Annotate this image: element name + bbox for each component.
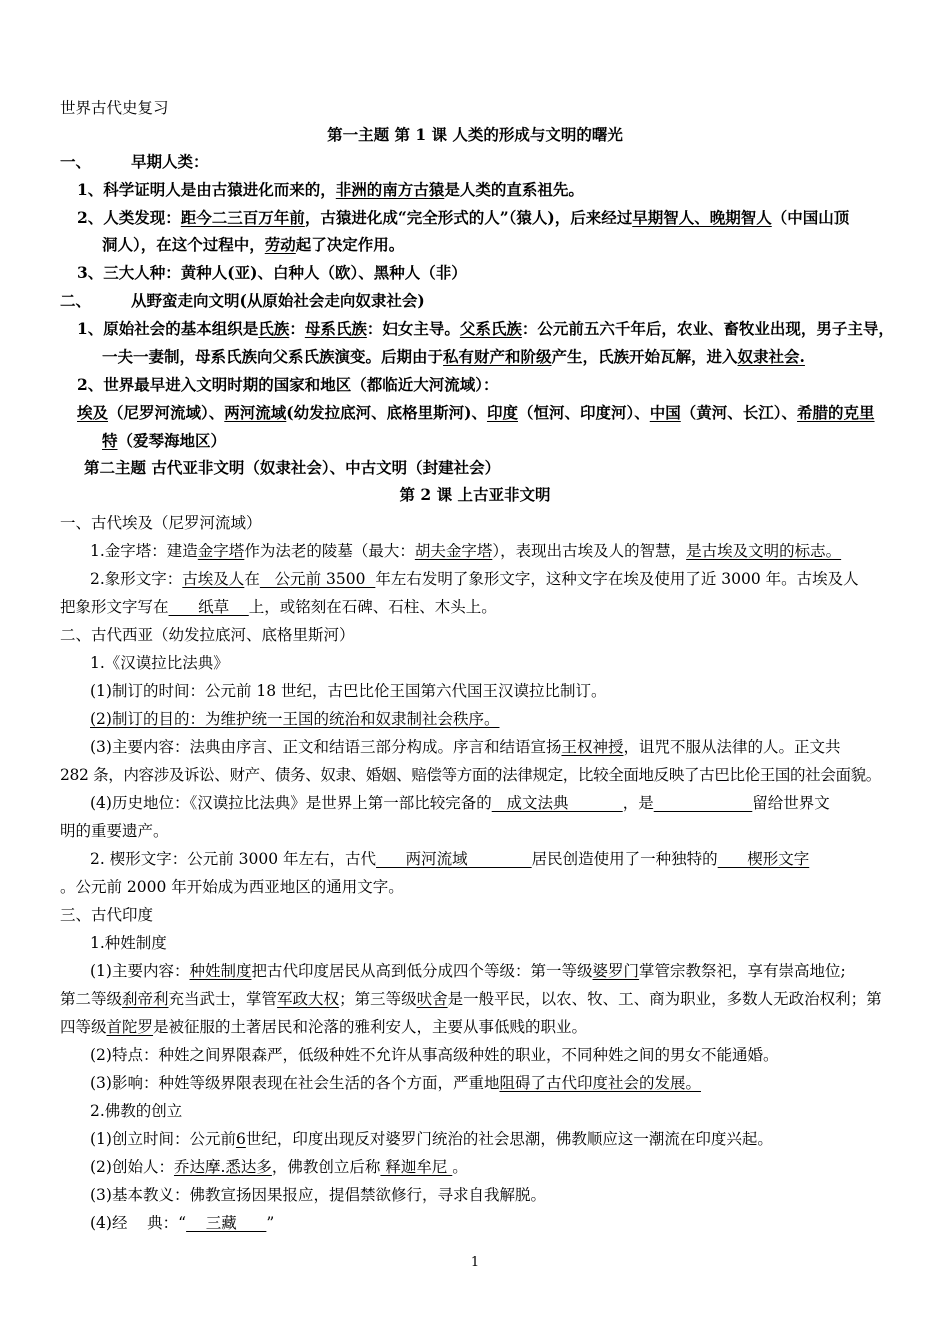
paragraph: (1)主要内容：种姓制度把古代印度居民从高到低分成四个等级：第一等级婆罗门掌管宗教祭祀，享有崇高地位;	[90, 962, 846, 980]
paragraph-continued: 洞人），在这个过程中，劳动起了决定作用。	[102, 235, 405, 254]
paragraph: 2.佛教的创立	[90, 1102, 183, 1120]
section-ancient-egypt: 一、古代埃及（尼罗河流域）	[60, 514, 262, 532]
theme1-heading: 第一主题 第 1 课 人类的形成与文明的曙光	[327, 125, 623, 144]
paragraph-continued: 第二等级刹帝利充当武士，掌管军政大权；第三等级吠舍是一般平民，以农、牧、工、商为职业，多数人无政治权利；第	[60, 990, 882, 1008]
paragraph: 1.金字塔：建造金字塔作为法老的陵墓（最大：胡夫金字塔），表现出古埃及人的智慧，是古埃及文明的标志。	[90, 542, 842, 560]
document-title: 世界古代史复习	[60, 99, 169, 117]
paragraph: (3)影响：种姓等级界限表现在社会生活的各个方面，严重地阻碍了古代印度社会的发展。	[90, 1074, 701, 1092]
theme2-heading: 第二主题 古代亚非文明（奴隶社会）、中古文明（封建社会）	[84, 458, 501, 477]
paragraph: (3)主要内容：法典由序言、正文和结语三部分构成。序言和结语宣扬王权神授，诅咒不服从法律的人。正文共	[90, 738, 841, 756]
section-west-asia: 二、古代西亚（幼发拉底河、底格里斯河）	[60, 626, 355, 644]
paragraph: 1、科学证明人是由古猿进化而来的，非洲的南方古猿是人类的直系祖先。	[77, 180, 584, 199]
paragraph: 2. 楔形文字：公元前 3000 年左右，古代 两河流域 居民创造使用了一种独特的 楔形文字	[90, 850, 810, 868]
section-ancient-india: 三、古代印度	[60, 906, 154, 924]
paragraph-continued: 一夫一妻制，母系氏族向父系氏族演变。后期由于私有财产和阶级产生，氏族开始瓦解，进入奴隶社会.	[102, 347, 805, 366]
paragraph: 2、人类发现：距今二三百万年前，古猿进化成“完全形式的人”（猿人)，后来经过早期智人、晚期智人（中国山顶	[77, 208, 850, 227]
paragraph-continued: 282 条，内容涉及诉讼、财产、债务、奴隶、婚姻、赔偿等方面的法律规定，比较全面地反映了古巴比伦王国的社会面貌。	[60, 766, 881, 784]
paragraph: 2.象形文字：古埃及人在 公元前 3500 年左右发明了象形文字，这种文字在埃及使用了近 3000 年。古埃及人	[90, 570, 859, 588]
paragraph-continued: 把象形文字写在 纸草 上，或铭刻在石碑、石柱、木头上。	[60, 598, 497, 616]
paragraph: 2、世界最早进入文明时期的国家和地区（都临近大河流域）：	[77, 375, 499, 394]
section-early-humans: 一、 早期人类：	[60, 152, 209, 171]
paragraph: (4)历史地位：《汉谟拉比法典》是世界上第一部比较完备的 成文法典 ，是 留给世界文	[90, 794, 830, 812]
paragraph-continued: 特（爱琴海地区）	[102, 431, 227, 450]
paragraph-continued: 四等级首陀罗是被征服的土著居民和沦落的雅利安人，主要从事低贱的职业。	[60, 1018, 588, 1036]
paragraph: (1)创立时间：公元前6世纪，印度出现反对婆罗门统治的社会思潮，佛教顺应这一潮流在印度兴起。	[90, 1130, 773, 1148]
paragraph: 1.《汉谟拉比法典》	[90, 654, 229, 672]
paragraph: 埃及（尼罗河流域）、两河流域(幼发拉底河、底格里斯河)、印度（恒河、印度河）、中国（黄河、长江）、希腊的克里	[77, 403, 875, 422]
paragraph-continued: 明的重要遗产。	[60, 822, 169, 840]
lesson2-heading: 第 2 课 上古亚非文明	[399, 485, 551, 504]
paragraph: 3、三大人种：黄种人(亚)、白种人（欧）、黑种人（非）	[77, 263, 467, 282]
section-barbarism-to-civilization: 二、 从野蛮走向文明(从原始社会走向奴隶社会)	[60, 291, 425, 310]
paragraph-continued: 。公元前 2000 年开始成为西亚地区的通用文字。	[60, 878, 404, 896]
paragraph: (1)制订的时间：公元前 18 世纪，古巴比伦王国第六代国王汉谟拉比制订。	[90, 682, 607, 700]
paragraph: (4)经 典：“ 三藏 ”	[90, 1214, 275, 1232]
paragraph: (2)特点：种姓之间界限森严，低级种姓不允许从事高级种姓的职业，不同种姓之间的男女不能通婚。	[90, 1046, 779, 1064]
page-number: 1	[470, 1255, 480, 1270]
paragraph: (3)基本教义：佛教宣扬因果报应，提倡禁欲修行，寻求自我解脱。	[90, 1186, 546, 1204]
paragraph: 1.种姓制度	[90, 934, 167, 952]
paragraph: (2)创始人：乔达摩.悉达多，佛教创立后称 释迦牟尼 。	[90, 1158, 468, 1176]
paragraph: (2)制订的目的：为维护统一王国的统治和奴隶制社会秩序。	[90, 710, 500, 728]
paragraph: 1、原始社会的基本组织是氏族：母系氏族：妇女主导。父系氏族：公元前五六千年后，农业、畜牧业出现，男子主导，	[77, 319, 894, 338]
